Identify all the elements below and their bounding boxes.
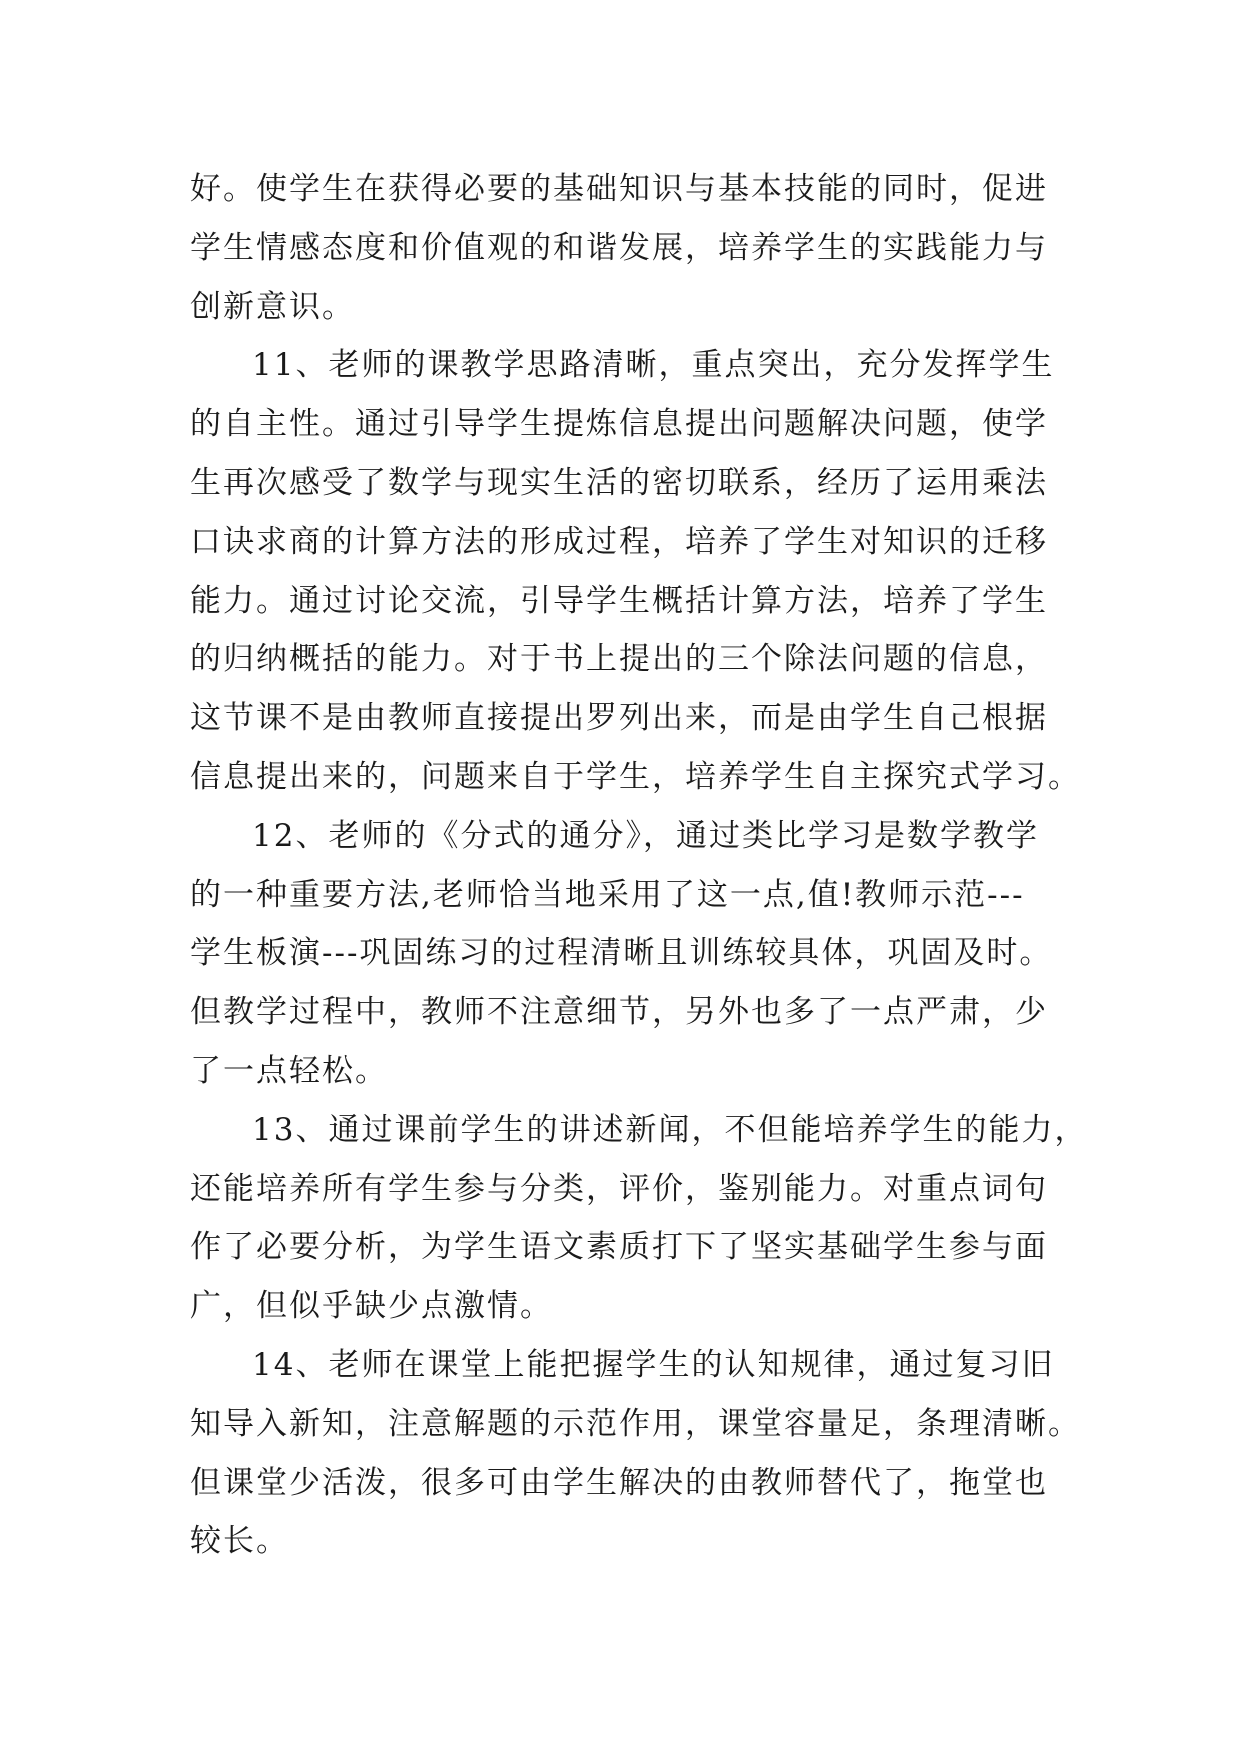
paragraph-start-line: 12、老师的《分式的通分》，通过类比学习是数学教学 [252, 817, 1039, 854]
text-line: 学生板演---巩固练习的过程清晰且训练较具体，巩固及时。 [190, 935, 1053, 972]
text-line: 信息提出来的，问题来自于学生，培养学生自主探究式学习。 [190, 758, 1081, 795]
paragraph-start-line: 11、老师的课教学思路清晰，重点突出，充分发挥学生 [252, 347, 1055, 384]
text-line: 但教学过程中，教师不注意细节，另外也多了一点严肃，少 [190, 994, 1048, 1031]
text-line: 较长。 [190, 1523, 289, 1560]
text-line: 学生情感态度和价值观的和谐发展，培养学生的实践能力与 [190, 229, 1048, 266]
text-line: 知导入新知，注意解题的示范作用，课堂容量足，条理清晰。 [190, 1405, 1081, 1442]
text-line: 生再次感受了数学与现实生活的密切联系，经历了运用乘法 [190, 464, 1048, 501]
text-line: 作了必要分析，为学生语文素质打下了坚实基础学生参与面 [190, 1229, 1048, 1266]
text-line: 的归纳概括的能力。对于书上提出的三个除法问题的信息， [190, 641, 1048, 678]
document-body [190, 160, 1088, 1571]
text-line: 但课堂少活泼，很多可由学生解决的由教师替代了，拖堂也 [190, 1464, 1048, 1501]
text-line: 的一种重要方法,老师恰当地采用了这一点,值!教师示范--- [190, 876, 1025, 913]
paragraph-start-line: 14、老师在课堂上能把握学生的认知规律，通过复习旧 [252, 1346, 1055, 1383]
text-line: 还能培养所有学生参与分类，评价，鉴别能力。对重点词句 [190, 1170, 1048, 1207]
text-line: 的自主性。通过引导学生提炼信息提出问题解决问题，使学 [190, 406, 1048, 443]
text-line: 这节课不是由教师直接提出罗列出来，而是由学生自己根据 [190, 700, 1048, 737]
text-line: 了一点轻松。 [190, 1052, 388, 1089]
text-line: 能力。通过讨论交流，引导学生概括计算方法，培养了学生 [190, 582, 1048, 619]
paragraph-start-line: 13、通过课前学生的讲述新闻，不但能培养学生的能力， [252, 1111, 1088, 1148]
text-line: 广，但似乎缺少点激情。 [190, 1288, 553, 1325]
text-line: 创新意识。 [190, 288, 355, 325]
text-line: 好。使学生在获得必要的基础知识与基本技能的同时，促进 [190, 171, 1048, 207]
text-line: 口诀求商的计算方法的形成过程，培养了学生对知识的迁移 [190, 523, 1048, 560]
